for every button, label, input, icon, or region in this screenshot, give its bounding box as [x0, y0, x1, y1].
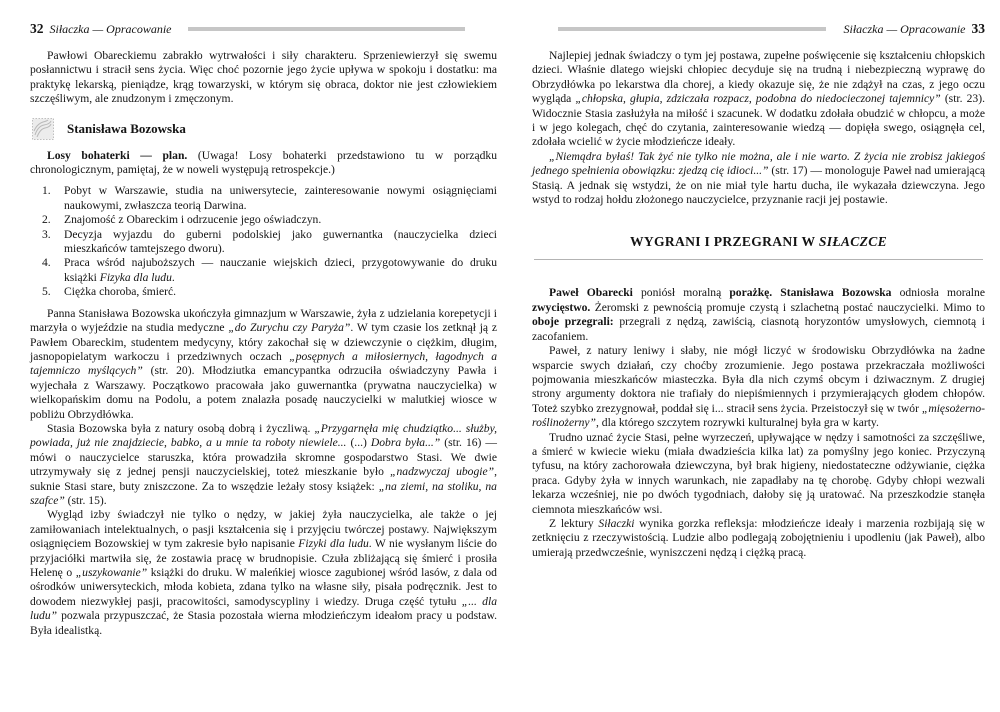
plan-item-text: Praca wśród najuboższych — nauczanie wiejskich dzieci, przygotowywanie do druku książki Fizyka dla ludu.: [64, 256, 497, 284]
plan-list: [30, 184, 497, 299]
paragraph: Stasia Bozowska była z natury osobą dobrą i życzliwą. „Przygarnęła mię chudziątko... służby, powiada, już nie znajdziecie, babko, a u mnie ta roboty niewiele... (...) Dobra była...” (str. 16) — mówi o nauczycielce staruszka, która prowadziła skromne gospodarstwo Stasi. We dwie utrzymywały się z jednej pensji nauczycielskiej, toteż mieszkanie było „nadzwyczaj ubogie”, suknie Stasi stare, buty zniszczone. Za to wszędzie leżały stosy książek: „na ziemi, na stoliku, na szafce” (str. 15).: [30, 421, 497, 507]
running-header-left: [30, 22, 497, 36]
paragraph: Panna Stanisława Bozowska ukończyła gimnazjum w Warszawie, żyła z udzielania korepetycji i marzyła o wyjeździe na studia medyczne „do Zurychu czy Paryża”. W tym czasie los zetknął ją z Pawłem Obareckim, studentem medycyny, który zakochał się w dziewczynie o ciężkim, długim, jasnopopielatym warkoczu i przedziwnych oczach „posępnych a miłosiernych, łagodnych a tajemniczo myślących” (str. 20). Młodziutka emancypantka odrzuciła oświadczyny Pawła i wyjechała z Warszawy. Początkowo pracowała jako guwernantka (prywatna nauczycielka) w wielkopańskim domu na Podolu, a potem znalazła posadę nauczycielki w malutkiej wiosce w pobliżu Obrzydłówka.: [30, 306, 498, 421]
plan-item-number: 3.: [42, 227, 51, 241]
paragraph: Z lektury Siłaczki wynika gorzka refleksja: młodzieńcze ideały i marzenia rozbijają się w zetknięciu z rzeczywistością. Ludzie albo podlegają zobojętnieniu i upodleniu (jak Paweł), albo umierają przedwcześnie, wyniszczeni nędzą i ciężką pracą.: [532, 516, 985, 559]
paragraph: Najlepiej jednak świadczy o tym jej postawa, zupełne poświęcenie się kształceniu chłopskich dzieci. Właśnie dlatego wiejski chłopiec decyduje się na trudną i niebezpieczną wyprawę do Obrzydłówka po lekarstwa dla chorej, a kiedy okazuje się, że nie zdążył na czas, z jego oczu wygląda „chłopska, głupia, zdziczała rozpacz, podobna do niedocieczonej tajemnicy” (str. 23). Widocznie Stasia zasłużyła na miłość i szacunek. W dodatku zdołała obudzić w chłopcu, a może i w jego kolegach, chęć do czytania, zainteresowanie wiedzą — dopięła swego, osiągnęła cel, zdołała wcielić w życie młodzieńcze ideały.: [532, 49, 985, 149]
plan-item-text: Decyzja wyjazdu do guberni podolskiej jako guwernantka (nauczycielka dzieci mieszkańców tamtejszego dworu).: [64, 227, 497, 256]
plan-item-text: Ciężka choroba, śmierć.: [64, 285, 177, 299]
plan-item-text: Znajomość z Obareckim i odrzucenie jego oświadczyn.: [64, 213, 322, 227]
plan-item: [30, 213, 497, 227]
paragraph: Losy bohaterki — plan. (Uwaga! Losy bohaterki przedstawiono tu w porządku chronologicznym, pamiętaj, że w noweli występują retrospekcje.): [30, 148, 497, 177]
header-rule: [188, 27, 466, 31]
header-rule: [558, 27, 826, 31]
plan-item-number: 1.: [42, 184, 51, 198]
paragraph: Trudno uznać życie Stasi, pełne wyrzeczeń, upływające w nędzy i samotności za szczęśliwe, a śmierć w kwiecie wieku (miała dwadzieścia kilka lat) za pomyślny jego koniec. Przyczyną tyfusu, na który zachorowała dziewczyna, był brak higieny, niedostateczne odżywianie, ciężka praca. Gdyby żyła w innych warunkach, nie zapadłaby na tę chorobę. Gdyby chłopi wezwali lekarza wcześniej, nie po dwóch tygodniach, dałoby się ją uratować. Na przeszkodzie stanęła ciemnota mieszkańców wsi.: [532, 430, 985, 516]
section-heading: [32, 118, 497, 140]
paragraph: Paweł Obarecki poniósł moralną porażkę. Stanisława Bozowska odniosła moralne zwycięstwo. Żeromski z pewnością promuje czystą i szlachetną postać nauczycielki. Mimo to oboje przegrali: przegrali z nędzą, zawiścią, ciasnotą horyzontów umysłowych, ciemnotą i zacofaniem.: [532, 286, 986, 343]
plan-item-text: Pobyt w Warszawie, studia na uniwersytecie, zainteresowanie nowymi osiągnięciami naukowymi, zwłaszcza teorią Darwina.: [64, 184, 497, 212]
paragraph: Paweł, z natury leniwy i słaby, nie mógł liczyć w środowisku Obrzydłówka na żadne wsparcie swych działań, czy choćby zrozumienie. Jego postawa przekraczała możliwości pojmowania mieszkańców miasteczka. Była dla nich czymś obcym i dziwacznym. Z drugiej strony argumenty doktora nie trafiały do niepiśmiennych i przymierających głodem chłopów. Toteż szybko zrezygnował, poddał się i... stracił sens życia. Przeistoczył się w twór „mięsożerno-roślinożerny”, dla którego szczytem rozrywki kulturalnej była gra w karty.: [532, 344, 985, 430]
plan-item-number: 5.: [42, 285, 51, 299]
running-header-right: [532, 22, 985, 36]
plan-item: [30, 285, 497, 299]
plan-item: [30, 184, 497, 213]
running-title: Siłaczka — Opracowanie: [49, 22, 172, 36]
running-title: Siłaczka — Opracowanie: [843, 22, 966, 36]
plan-item: [30, 256, 497, 285]
page-number: 32: [30, 21, 44, 36]
chapter-heading-rule: [534, 259, 983, 260]
paragraph: „Niemądra byłaś! Tak żyć nie tylko nie można, ale i nie warto. Z życia nie zrobisz jakiegoś jednego spełnienia obowiązku: zjedzą cię idioci...” (str. 17) — monologuje Paweł nad umierającą Stasią. A jednak się wstydzi, że on nie miał tyle hartu ducha, ile wykazała dziewczyna. Jego wstyd to rodzaj hołdu złożonego nauczycielce, przyznanie racji jej postawie.: [532, 149, 985, 207]
plan-item: [30, 228, 497, 257]
chapter-heading: WYGRANI I PRZEGRANI W SIŁACZCE: [629, 234, 888, 250]
plan-item-number: 4.: [42, 256, 51, 270]
page-right: [532, 22, 985, 560]
page-number: 33: [971, 21, 985, 36]
plan-item-number: 2.: [42, 213, 51, 227]
paragraph: Pawłowi Obareckiemu zabrakło wytrwałości i siły charakteru. Sprzeniewierzył się swemu posłannictwu i stracił sens życia. Więc choć pozornie jego życie upływa w spokoju i dostatku: ma praktykę lekarską, pieniądze, krąg towarzyski, w którym się obraca, doktor nie jest człowiekiem szczęśliwym, ale znudzonym i zmęczonym.: [30, 49, 497, 106]
section-title: Stanisława Bozowska: [67, 120, 186, 136]
page-left: [30, 22, 497, 638]
paragraph: Wygląd izby świadczył nie tylko o nędzy, w jakiej żyła nauczycielka, ale także o jej zamiłowaniach intelektualnych, o pasji kształcenia się i przyjęciu twórczej postawy. Największym osiągnięciem Bozowskiej w tym zakresie było napisanie Fizyki dla ludu. W nie wysłanym liście do przyjaciółki martwiła się, że zostawia pracę w brudnopisie. Czuła zbliżającą się śmierć i prosiła Helenę o „uszykowanie” książki do druku. W maleńkiej wiosce zagubionej wśród lasów, z dala od ośrodków uniwersyteckich, młoda kobieta, zdana tylko na własne siły, pisała podręcznik. Jest to dowodem niezwykłej pasji, pracowitości, samodyscypliny i wiedzy. Druga część tytułu „... dla ludu” pozwala przypuszczać, że Stasia pozostała wierna młodzieńczym ideałom pracy u podstaw. Była idealistką.: [30, 508, 497, 637]
ornament-icon: [32, 118, 54, 140]
